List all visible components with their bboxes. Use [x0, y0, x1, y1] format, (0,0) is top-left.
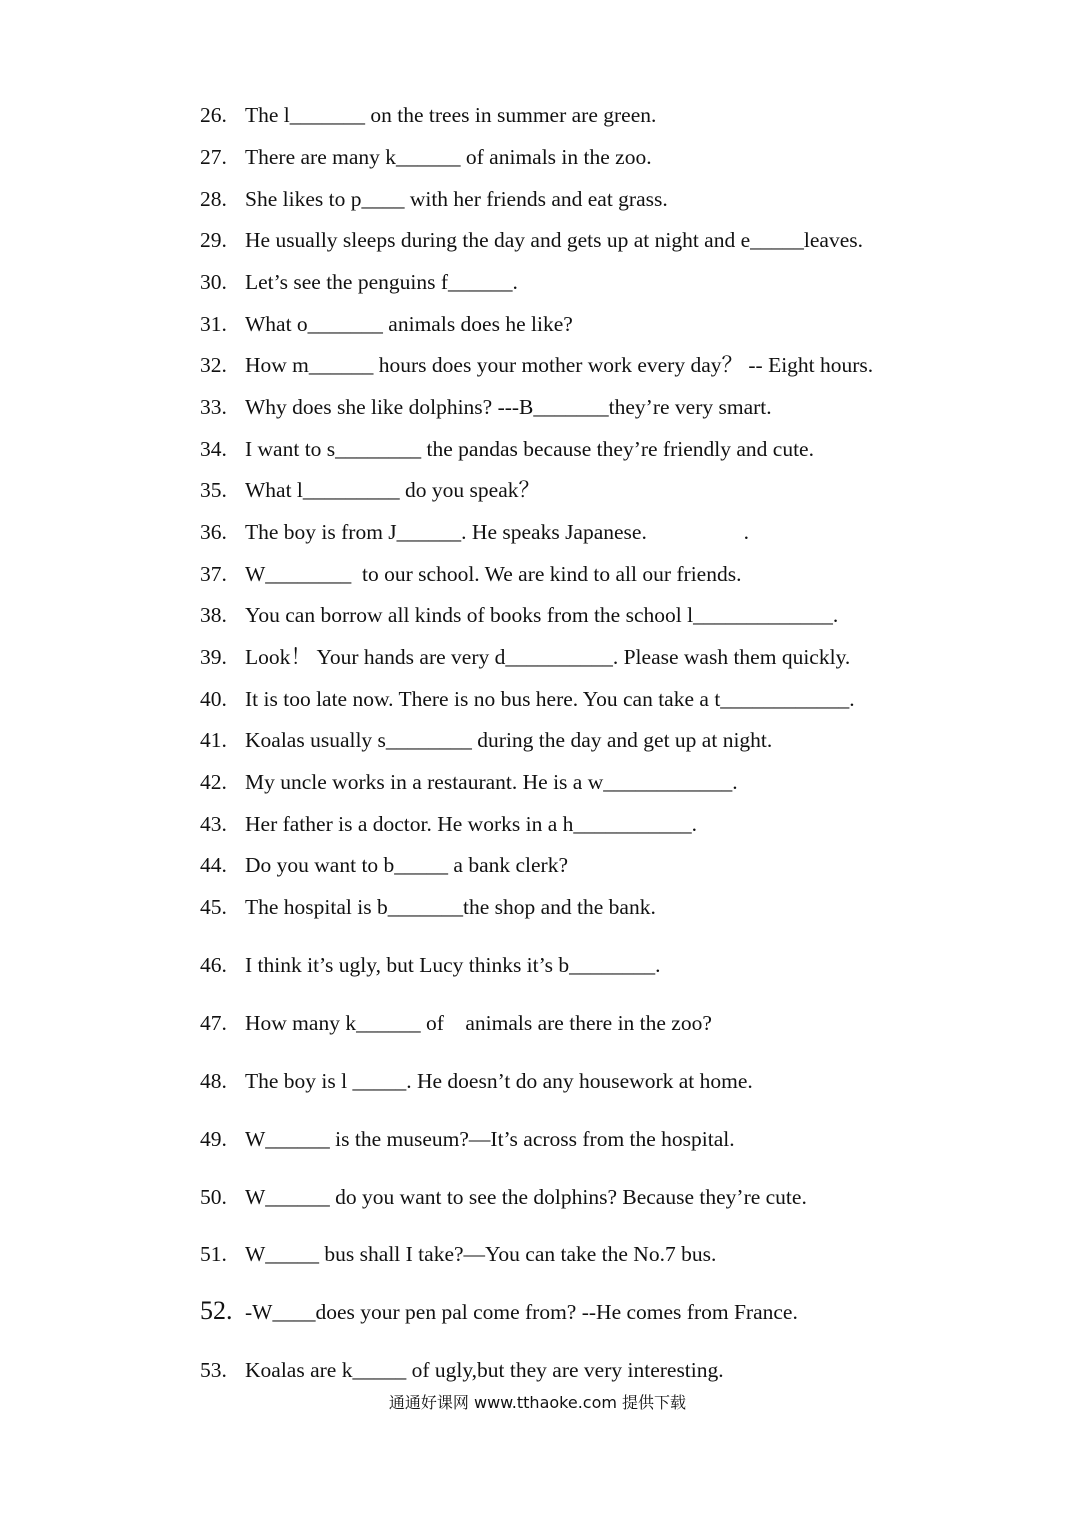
- question-number: 31.: [200, 312, 227, 336]
- question-text: You can borrow all kinds of books from the school l_____________.: [245, 603, 839, 627]
- question-item: [200, 311, 1020, 337]
- question-number: 47.: [200, 1011, 227, 1035]
- question-item: [200, 769, 1020, 795]
- question-text: I think it’s ugly, but Lucy thinks it’s b________.: [245, 953, 661, 977]
- question-item: [200, 519, 1020, 545]
- question-number: 33.: [200, 395, 227, 419]
- question-number: 37.: [200, 562, 227, 586]
- question-number: 34.: [200, 437, 227, 461]
- question-text: What o_______ animals does he like?: [245, 312, 573, 336]
- question-text: Do you want to b_____ a bank clerk?: [245, 853, 569, 877]
- question-item: [200, 686, 1020, 712]
- question-number: 44.: [200, 853, 227, 877]
- question-number: 39.: [200, 645, 227, 669]
- question-text: He usually sleeps during the day and gets up at night and e_____leaves.: [245, 228, 863, 252]
- question-number: 32.: [200, 353, 227, 377]
- question-number: 28.: [200, 187, 227, 211]
- question-text: Why does she like dolphins? ---B_______they’re very smart.: [245, 395, 772, 419]
- question-number: 43.: [200, 812, 227, 836]
- question-number: 48.: [200, 1069, 227, 1093]
- question-item: [200, 852, 1020, 878]
- question-item: [200, 102, 1020, 128]
- question-text: Her father is a doctor. He works in a h___________.: [245, 812, 697, 836]
- question-item: [200, 352, 1020, 378]
- question-number: 52.: [200, 1296, 233, 1325]
- question-text: It is too late now. There is no bus here. You can take a t____________.: [245, 687, 855, 711]
- question-text: The l_______ on the trees in summer are green.: [245, 103, 657, 127]
- question-item: [200, 1241, 1020, 1267]
- question-text: W______ do you want to see the dolphins? Because they’re cute.: [245, 1185, 807, 1209]
- question-item: [200, 1357, 1020, 1383]
- question-number: 35.: [200, 478, 227, 502]
- question-item: [200, 1010, 1020, 1036]
- question-item: [200, 894, 1020, 920]
- question-text: She likes to p____ with her friends and eat grass.: [245, 187, 668, 211]
- question-item: [200, 602, 1020, 628]
- question-text: There are many k______ of animals in the zoo.: [245, 145, 652, 169]
- question-item: [200, 227, 1020, 253]
- question-number: 41.: [200, 728, 227, 752]
- question-text: What l_________ do you speak？: [245, 478, 540, 502]
- question-item: [200, 144, 1020, 170]
- question-item: [200, 1068, 1020, 1094]
- footer-credit: 通通好课网 www.tthaoke.com 提供下载: [388, 1393, 687, 1412]
- question-number: 50.: [200, 1185, 227, 1209]
- question-item: [200, 1184, 1020, 1210]
- question-number: 27.: [200, 145, 227, 169]
- question-text: The boy is l _____. He doesn’t do any housework at home.: [245, 1069, 753, 1093]
- question-item: [200, 269, 1020, 295]
- question-text: -W____does your pen pal come from? --He comes from France.: [245, 1300, 798, 1324]
- question-text: W_____ bus shall I take?—You can take the No.7 bus.: [245, 1242, 717, 1266]
- question-text: I want to s________ the pandas because they’re friendly and cute.: [245, 437, 814, 461]
- question-item: [200, 186, 1020, 212]
- question-number: 29.: [200, 228, 227, 252]
- question-number: 30.: [200, 270, 227, 294]
- question-item: [200, 436, 1020, 462]
- question-item: [200, 1126, 1020, 1152]
- question-text: My uncle works in a restaurant. He is a w____________.: [245, 770, 738, 794]
- question-number: 45.: [200, 895, 227, 919]
- question-item: [200, 644, 1020, 670]
- question-number: 26.: [200, 103, 227, 127]
- question-item: [200, 561, 1020, 587]
- question-number: 36.: [200, 520, 227, 544]
- question-number: 49.: [200, 1127, 227, 1151]
- question-number: 40.: [200, 687, 227, 711]
- question-text: W______ is the museum?—It’s across from the hospital.: [245, 1127, 735, 1151]
- question-item: [200, 394, 1020, 420]
- question-text: Look！ Your hands are very d__________. Please wash them quickly.: [245, 645, 851, 669]
- question-text: Let’s see the penguins f______.: [245, 270, 518, 294]
- question-text: How many k______ of animals are there in the zoo?: [245, 1011, 712, 1035]
- question-item: [200, 727, 1020, 753]
- question-number: 51.: [200, 1242, 227, 1266]
- question-number: 38.: [200, 603, 227, 627]
- question-text: W________ to our school. We are kind to all our friends.: [245, 562, 742, 586]
- question-number: 42.: [200, 770, 227, 794]
- question-number: 53.: [200, 1358, 227, 1382]
- question-item: [200, 477, 1020, 503]
- question-number: 46.: [200, 953, 227, 977]
- question-text: Koalas are k_____ of ugly,but they are very interesting.: [245, 1358, 724, 1382]
- question-text: How m______ hours does your mother work every day？ -- Eight hours.: [245, 353, 874, 377]
- question-text: The hospital is b_______the shop and the bank.: [245, 895, 656, 919]
- question-item: [200, 1298, 1020, 1325]
- question-text: The boy is from J______. He speaks Japanese. .: [245, 520, 749, 544]
- question-item: [200, 952, 1020, 978]
- question-item: [200, 811, 1020, 837]
- question-text: Koalas usually s________ during the day and get up at night.: [245, 728, 773, 752]
